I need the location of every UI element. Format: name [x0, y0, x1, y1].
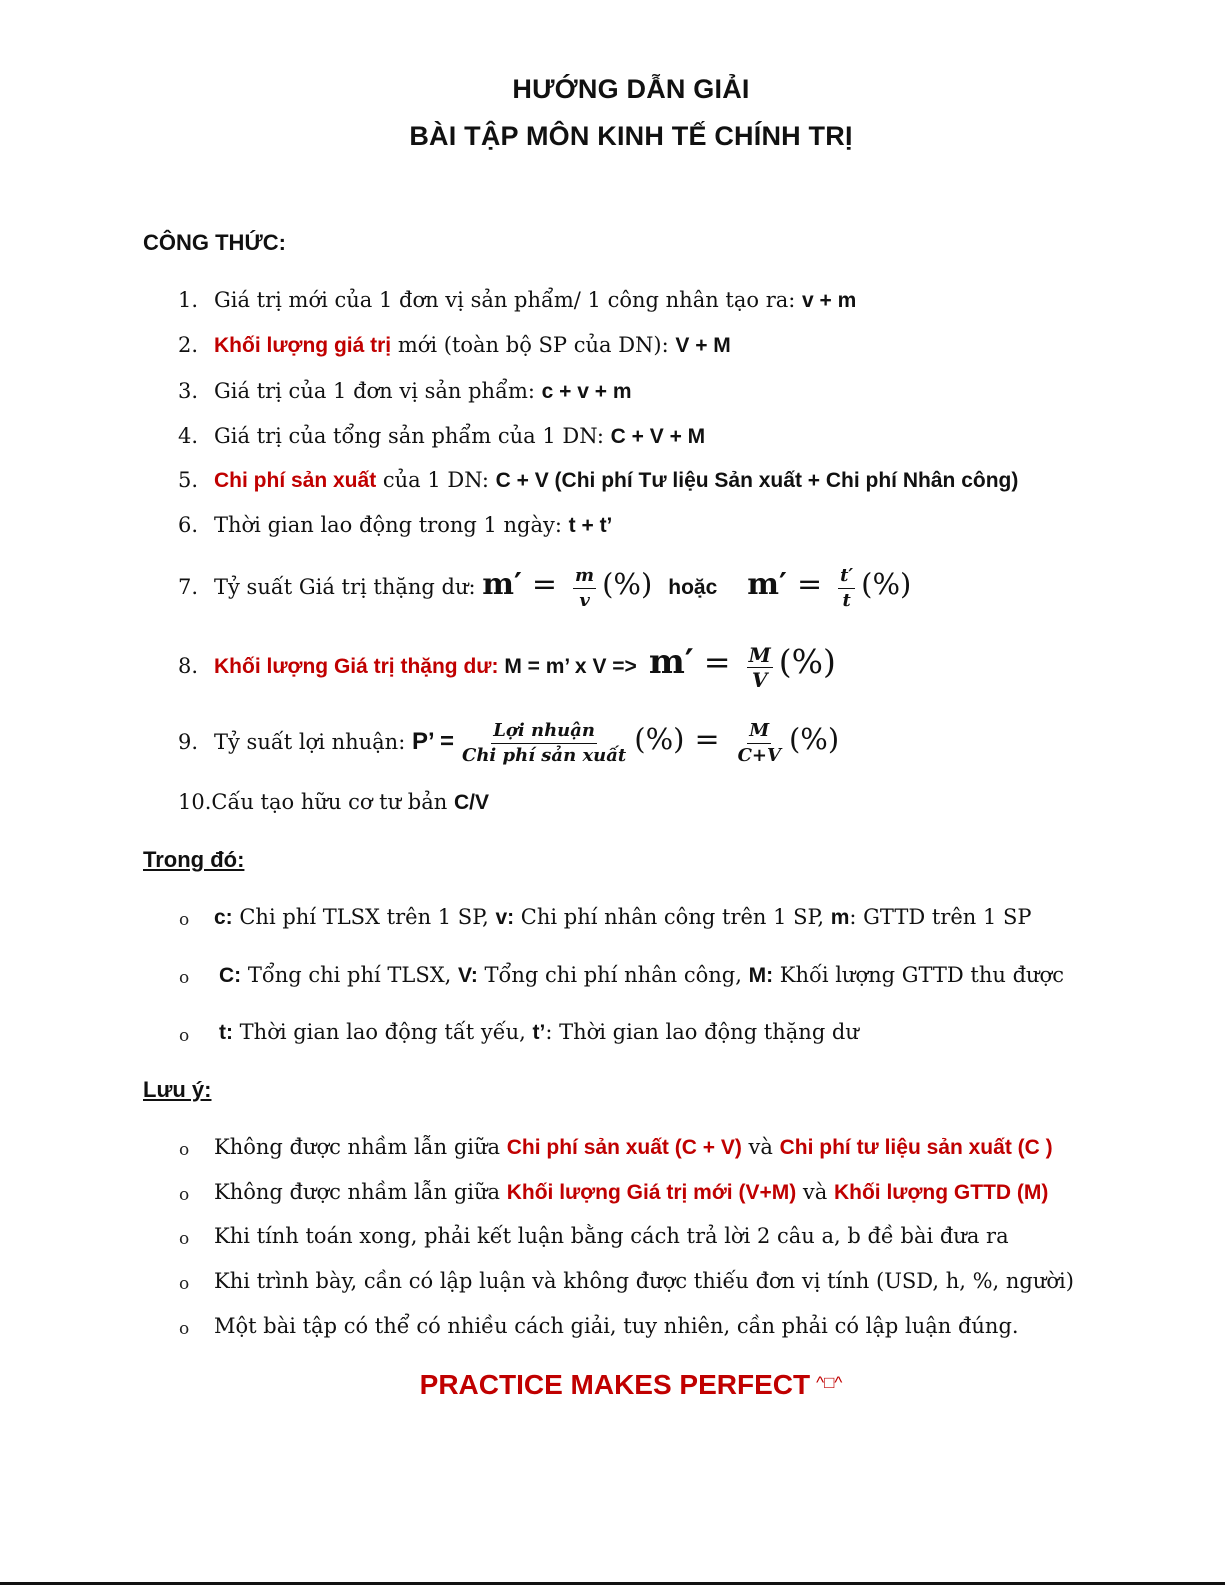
note-5: Một bài tập có thể có nhiều cách giải, tuy nhiên, cần phải có lập luận đúng. [214, 1314, 1019, 1338]
term-desc: Chi phí nhân công trên 1 SP, [514, 905, 831, 929]
formula-number: 4. [178, 424, 199, 448]
formula-text: Thời gian lao động trong 1 ngày: [214, 513, 569, 537]
fraction-numerator: m [573, 566, 596, 589]
formula-number: 8. [178, 654, 199, 678]
note-4: Khi trình bày, cần có lập luận và không được thiếu đơn vị tính (USD, h, %, người) [214, 1269, 1074, 1293]
bullet-icon: o [179, 1026, 190, 1046]
formula-text: Giá trị của 1 đơn vị sản phẩm: [214, 379, 542, 403]
formula-number: 9. [178, 730, 199, 754]
note-highlight: Khối lượng Giá trị mới (V+M) [506, 1181, 797, 1204]
formula-8 [178, 632, 836, 697]
fraction-denominator: t [842, 590, 851, 611]
bullet-icon: o [179, 1319, 190, 1339]
where-item-3 [219, 1018, 859, 1047]
formula-number: 3. [178, 379, 199, 403]
formula-text: Tỷ suất Giá trị thặng dư: [214, 575, 483, 599]
where-heading: Trong đó: [143, 847, 245, 872]
term-desc: Khối lượng GTTD thu được [773, 963, 1064, 987]
bullet-icon: o [179, 1229, 190, 1249]
formula-6 [178, 511, 612, 540]
note-text: và [741, 1135, 780, 1159]
formula-10 [178, 788, 489, 817]
bullet-icon: o [179, 910, 190, 930]
term-key: v: [495, 906, 515, 929]
formula-text: M = m’ x V => [498, 655, 637, 678]
fraction [747, 645, 773, 690]
formula-expression: V + M [675, 334, 731, 357]
note-3: Khi tính toán xong, phải kết luận bằng cách trả lời 2 câu a, b đề bài đưa ra [214, 1224, 1009, 1248]
title-line-1: HƯỚNG DẪN GIẢI [512, 74, 750, 104]
formula-text: mới (toàn bộ SP của DN): [391, 333, 676, 357]
formula-number: 7. [178, 575, 199, 599]
footer-emoticon: ^□^ [816, 1373, 843, 1392]
term-key: m [830, 906, 850, 929]
fraction [573, 566, 596, 611]
note-highlight: Chi phí sản xuất (C + V) [506, 1136, 742, 1159]
fraction [460, 721, 628, 766]
fraction-numerator: M [748, 643, 771, 667]
formula-4 [178, 422, 705, 451]
formula-3 [178, 377, 632, 406]
term-key: c: [214, 906, 233, 929]
note-2 [214, 1178, 1048, 1207]
fraction [838, 566, 855, 611]
note-highlight: Khối lượng GTTD (M) [833, 1181, 1049, 1204]
notes-heading: Lưu ý: [143, 1077, 212, 1102]
formula-lhs: m′ [482, 567, 522, 602]
term-desc: Thời gian lao động tất yếu, [233, 1020, 533, 1044]
fraction-numerator: M [747, 721, 771, 744]
note-text: Không được nhầm lẫn giữa [214, 1180, 507, 1204]
formula-expression: c + v + m [541, 380, 632, 403]
where-item-1 [214, 903, 1032, 932]
formula-9 [178, 710, 839, 771]
fraction-denominator: v [579, 590, 590, 611]
formula-expression: C + V + M [610, 425, 706, 448]
fraction [736, 721, 783, 766]
equals-sign: = [796, 567, 823, 602]
formula-highlight: Khối lượng Giá trị thặng dư: [214, 655, 499, 678]
fraction-denominator: C+V [737, 745, 781, 766]
equals-sign: = [694, 722, 720, 757]
bullet-icon: o [179, 1185, 190, 1205]
formula-lhs: m′ [747, 567, 787, 602]
footer-slogan [0, 1369, 1225, 1401]
note-highlight: Chi phí tư liệu sản xuất (C ) [779, 1136, 1053, 1159]
term-key: t: [219, 1021, 233, 1044]
fraction-denominator: Chi phí sản xuất [462, 745, 627, 766]
percent-sign: (%) [602, 567, 653, 601]
term-desc: Chi phí TLSX trên 1 SP, [232, 905, 496, 929]
formula-text: Giá trị mới của 1 đơn vị sản phẩm/ 1 công nhân tạo ra: [214, 288, 802, 312]
formula-number: 6. [178, 513, 199, 537]
equals-sign: = [531, 567, 558, 602]
title-line-2: BÀI TẬP MÔN KINH TẾ CHÍNH TRỊ [409, 121, 853, 151]
formula-number: 10. [178, 790, 212, 814]
footer-text: PRACTICE MAKES PERFECT [419, 1369, 811, 1400]
formula-text: Tỷ suất lợi nhuận: [214, 730, 412, 754]
percent-sign: (%) [861, 567, 912, 601]
fraction-numerator: t′ [838, 566, 855, 589]
or-word: hoặc [668, 576, 718, 599]
where-item-2 [219, 961, 1064, 990]
formula-lhs: P’ = [411, 728, 454, 755]
formulas-heading: CÔNG THỨC: [143, 230, 286, 255]
formula-highlight: Chi phí sản xuất [214, 469, 377, 492]
formula-7 [178, 556, 911, 616]
formula-1 [178, 286, 856, 315]
bullet-icon: o [179, 1274, 190, 1294]
formula-number: 2. [178, 333, 199, 357]
formula-text: Cấu tạo hữu cơ tư bản [211, 790, 454, 814]
formula-expression: t + t’ [568, 514, 613, 537]
term-key: V: [458, 964, 478, 987]
formula-expression: v + m [802, 289, 857, 312]
percent-sign: (%) [634, 722, 685, 756]
term-desc: : Thời gian lao động thặng dư [545, 1020, 859, 1044]
term-key: C: [219, 964, 242, 987]
formula-number: 5. [178, 468, 199, 492]
bullet-icon: o [179, 1140, 190, 1160]
formula-expression: C + V (Chi phí Tư liệu Sản xuất + Chi phí Nhân công) [495, 469, 1019, 492]
formula-lhs: m′ [648, 642, 694, 682]
percent-sign: (%) [778, 642, 836, 681]
fraction-numerator: Lợi nhuận [491, 721, 597, 744]
equals-sign: = [703, 643, 731, 681]
percent-sign: (%) [788, 722, 840, 756]
note-text: Không được nhầm lẫn giữa [214, 1135, 507, 1159]
term-desc: Tổng chi phí nhân công, [477, 963, 749, 987]
term-key: M: [748, 964, 774, 987]
formula-highlight: Khối lượng giá trị [214, 334, 392, 357]
formula-5 [178, 466, 1018, 495]
term-desc: Tổng chi phí TLSX, [241, 963, 459, 987]
term-desc: : GTTD trên 1 SP [849, 905, 1032, 929]
note-text: và [796, 1180, 834, 1204]
formula-expression: C/V [453, 791, 489, 814]
fraction-denominator: V [751, 668, 768, 692]
term-key: t’ [532, 1021, 546, 1044]
formula-text: Giá trị của tổng sản phẩm của 1 DN: [214, 424, 611, 448]
bullet-icon: o [179, 968, 190, 988]
formula-number: 1. [178, 288, 199, 312]
formula-text: của 1 DN: [376, 468, 496, 492]
note-1 [214, 1133, 1053, 1162]
formula-2 [178, 331, 731, 360]
